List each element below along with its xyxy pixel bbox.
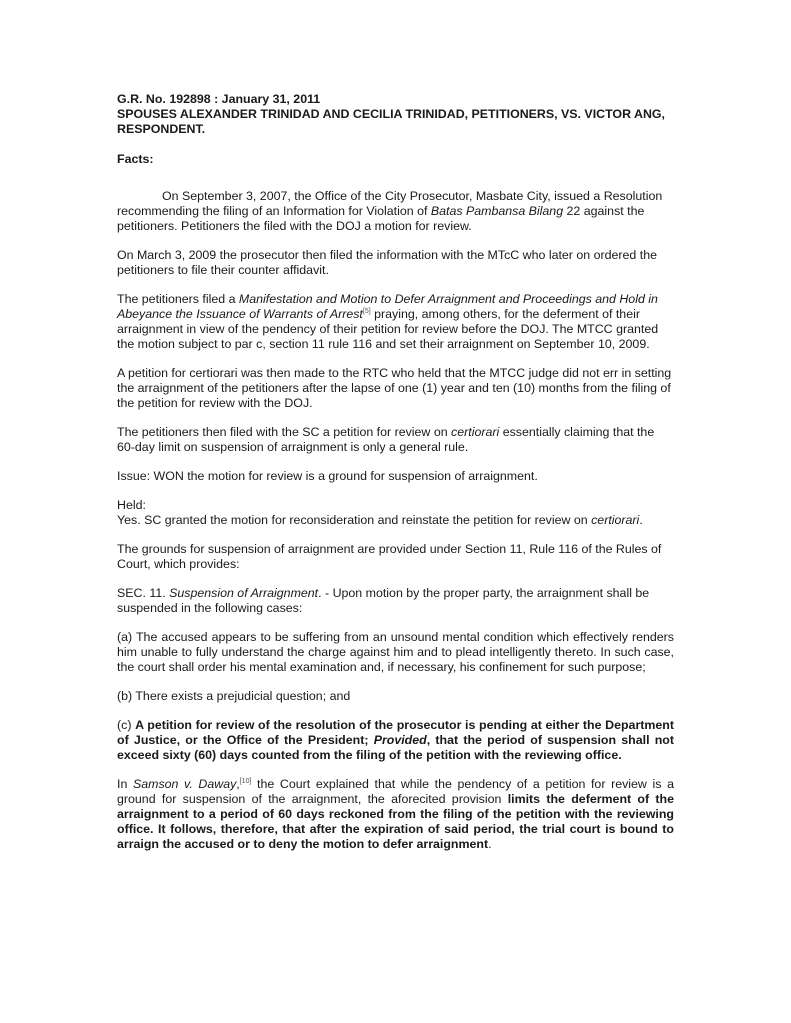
- list-item-b: (b) There exists a prejudicial question; and: [117, 689, 351, 703]
- section-title: Suspension of Arraignment: [169, 586, 319, 600]
- paragraph-facts-4: A petition for certiorari was then made to the RTC who held that the MTCC judge did not err in setting the arraignment of the petitioners after the lapse of one (1) year and ten (10) months from the filing of the petition for review with the DOJ.: [117, 366, 672, 410]
- motion-title: Manifestation and Motion to Defer Arraignment and Proceedings and Hold in Abeyance the Issuance of Warrants of Arrest: [117, 292, 658, 321]
- italic-term: certiorari: [591, 513, 640, 527]
- paragraph-facts-1: On September 3, 2007, the Office of the City Prosecutor, Masbate City, issued a Resolution recommending the filing of an Information for Violation of Batas Pambansa Bilang 22 against the petitioners. Petitioners the filed with the DOJ a motion for review.: [117, 189, 663, 233]
- paragraph-samson: In Samson v. Daway,[10] the Court explained that while the pendency of a petition for review is a ground for suspension of the arraignment, the aforecited provision limits the deferment of the arraignment to a period of 60 days reckoned from the filing of the petition with the reviewing office. It follows, therefore, that after the expiration of said period, the trial court is bound to arraign the accused or to deny the motion to defer arraignment.: [117, 777, 674, 851]
- footnote-link-10[interactable]: [10]: [239, 778, 252, 785]
- facts-heading: Facts:: [117, 152, 154, 166]
- paragraph-grounds: The grounds for suspension of arraignment are provided under Section 11, Rule 116 of the Rules of Court, which provides:: [117, 542, 662, 571]
- case-number: G.R. No. 192898 : January 31, 2011: [117, 92, 321, 106]
- case-parties: SPOUSES ALEXANDER TRINIDAD AND CECILIA TRINIDAD, PETITIONERS, VS. VICTOR ANG, RESPONDENT.: [117, 107, 665, 136]
- footnote-link-5[interactable]: [5]: [362, 308, 371, 315]
- case-header: [117, 92, 674, 137]
- paragraph-facts-3: The petitioners filed a Manifestation and Motion to Defer Arraignment and Proceedings and Hold in Abeyance the Issuance of Warrants of Arrest[5] praying, among others, for the deferment of their arraignment in view of the pendency of their petition for review before the DOJ. The MTCC granted the motion subject to par c, section 11 rule 116 and set their arraignment on September 10, 2009.: [117, 292, 659, 351]
- held-statement: Yes. SC granted the motion for reconsideration and reinstate the petition for review on certiorari.: [117, 513, 643, 527]
- list-item-c: (c) A petition for review of the resolution of the prosecutor is pending at either the Department of Justice, or the Office of the President; Provided, that the period of suspension shall not exceed sixty (60) days counted from the filing of the petition with the reviewing office.: [117, 718, 675, 762]
- issue-statement: Issue: WON the motion for review is a ground for suspension of arraignment.: [117, 469, 538, 483]
- italic-term: certiorari: [451, 425, 500, 439]
- italic-term: Batas Pambansa Bilang: [430, 204, 564, 218]
- case-citation: Samson v. Daway: [132, 777, 237, 791]
- held-label: Held:: [117, 498, 146, 512]
- paragraph-facts-2: On March 3, 2009 the prosecutor then filed the information with the MTcC who later on ordered the petitioners to file their counter affidavit.: [117, 248, 657, 277]
- section-11-heading: SEC. 11. Suspension of Arraignment. - Upon motion by the proper party, the arraignment shall be suspended in the following cases:: [117, 586, 650, 615]
- paragraph-facts-5: The petitioners then filed with the SC a petition for review on certiorari essentially claiming that the 60-day limit on suspension of arraignment is only a general rule.: [117, 425, 655, 454]
- list-item-a: (a) The accused appears to be suffering from an unsound mental condition which effectively renders him unable to fully understand the charge against him and to plead intelligently thereto. In such case, the court shall order his mental examination and, if necessary, his confinement for such purpose;: [117, 630, 674, 674]
